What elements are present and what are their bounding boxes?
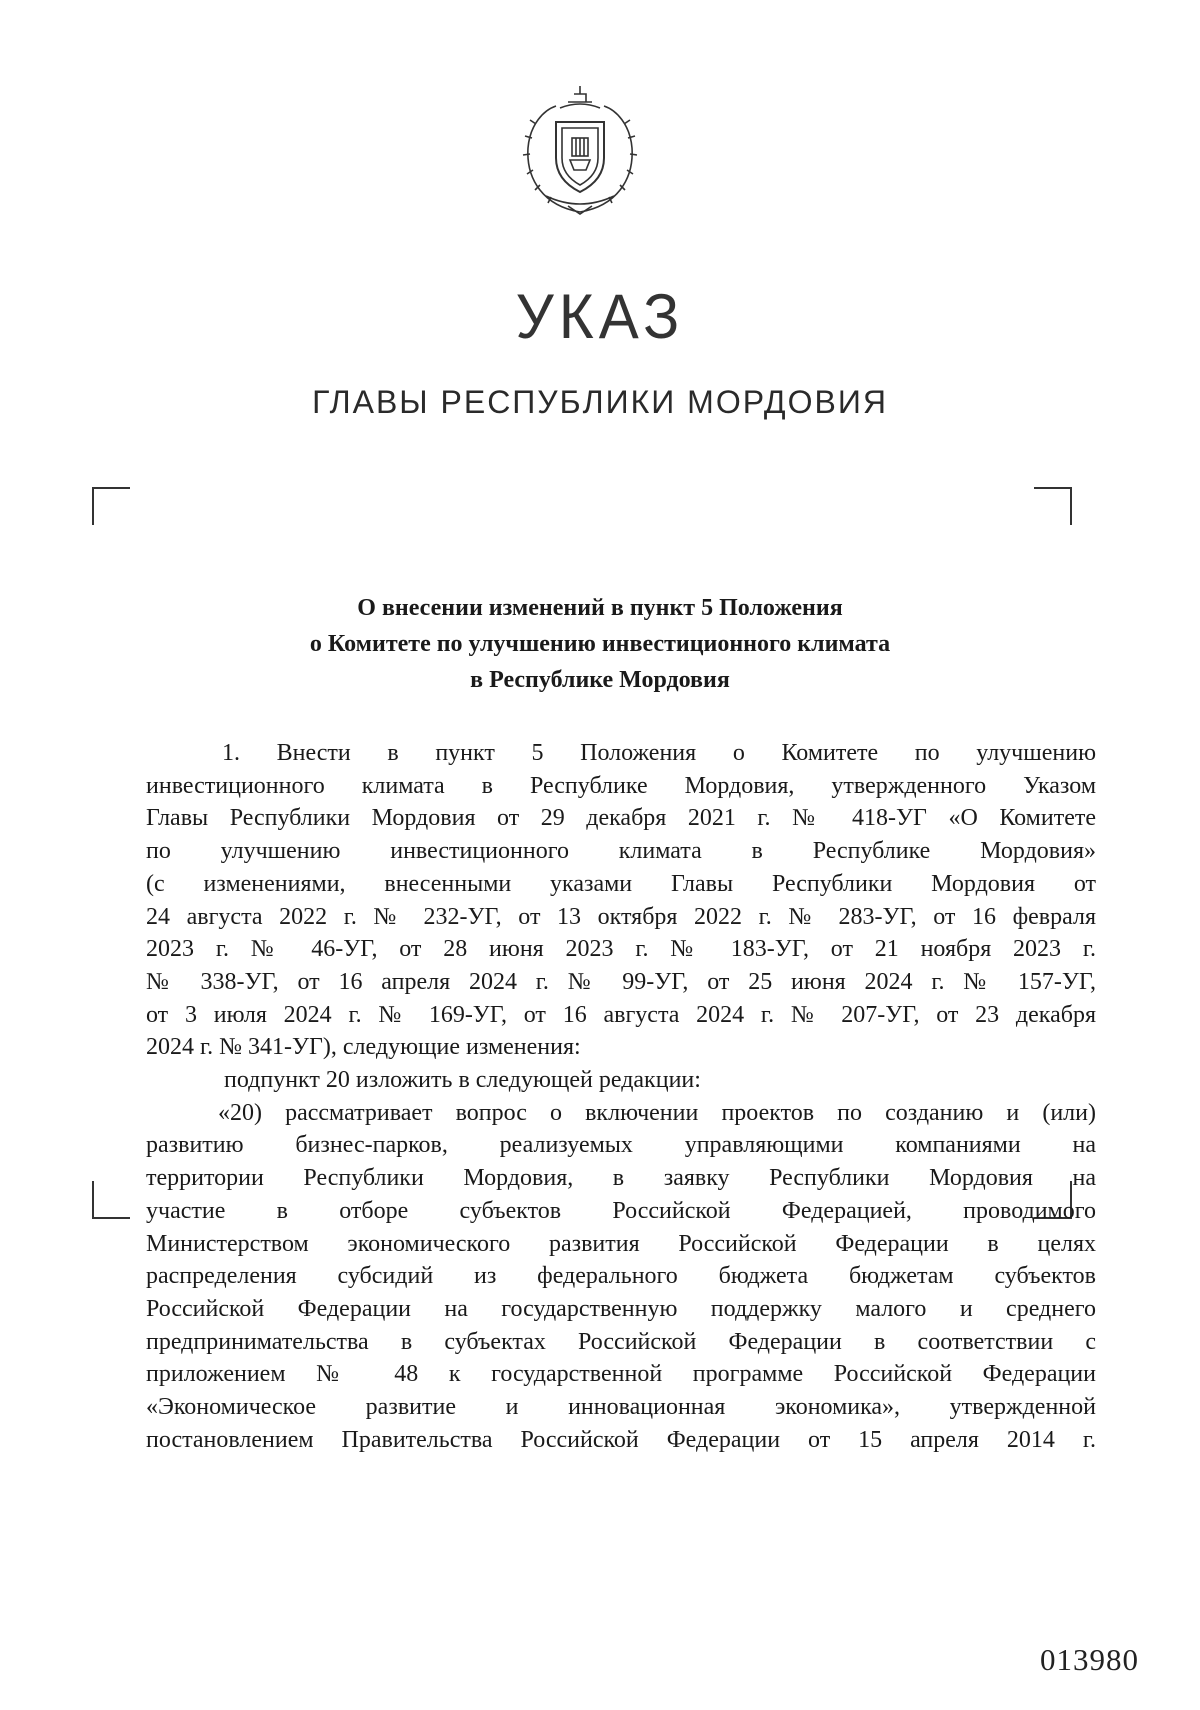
body-line: № 338-УГ, от 16 апреля 2024 г. № 99-УГ, от 25 июня 2024 г. № 157-УГ, (146, 968, 1096, 995)
body-line: 24 августа 2022 г. № 232-УГ, от 13 октября 2022 г. № 283-УГ, от 16 февраля (146, 903, 1096, 930)
body-line: (с изменениями, внесенными указами Главы Республики Мордовия от (146, 870, 1096, 897)
body-line: распределения субсидий из федерального бюджета бюджетам субъектов (146, 1263, 1096, 1290)
body-line: 1. Внести в пункт 5 Положения о Комитете по улучшению (222, 740, 1096, 766)
body-line: «Экономическое развитие и инновационная экономика», утвержденной (146, 1394, 1096, 1421)
body-line: 2023 г. № 46-УГ, от 28 июня 2023 г. № 183-УГ, от 21 ноября 2023 г. (146, 936, 1096, 963)
body-line: постановлением Правительства Российской Федерации от 15 апреля 2014 г. (146, 1426, 1096, 1453)
title-line: в Республике Мордовия (470, 667, 730, 693)
body-line: участие в отборе субъектов Российской Федерацией, проводимого (146, 1197, 1096, 1224)
body-line: Министерством экономического развития Российской Федерации в целях (146, 1230, 1096, 1257)
corner-mark-top-left (92, 487, 130, 525)
body-line: приложением № 48 к государственной программе Российской Федерации (146, 1361, 1096, 1388)
coat-of-arms-icon (516, 84, 644, 220)
title-line: О внесении изменений в пункт 5 Положения (357, 595, 843, 621)
document-type-heading: УКАЗ (515, 281, 685, 352)
corner-mark-bottom-left (92, 1181, 130, 1219)
title-line: о Комитете по улучшению инвестиционного климата (309, 631, 891, 657)
corner-mark-top-right (1034, 487, 1072, 525)
body-line: инвестиционного климата в Республике Мордовия, утвержденного Указом (146, 772, 1096, 799)
body-line: «20) рассматривает вопрос о включении проектов по созданию и (или) (218, 1099, 1096, 1126)
document-serial-number: 013980 (1040, 1642, 1139, 1677)
body-line: от 3 июля 2024 г. № 169-УГ, от 16 августа 2024 г. № 207-УГ, от 23 декабря (146, 1001, 1096, 1028)
issuer-heading: ГЛАВЫ РЕСПУБЛИКИ МОРДОВИЯ (312, 384, 888, 420)
body-line: по улучшению инвестиционного климата в Республике Мордовия» (146, 838, 1096, 865)
document-title (150, 590, 1050, 698)
body-line: 2024 г. № 341-УГ), следующие изменения: (146, 1034, 581, 1061)
body-line: Главы Республики Мордовия от 29 декабря 2021 г. № 418-УГ «О Комитете (146, 805, 1096, 832)
body-line: подпункт 20 изложить в следующей редакции: (224, 1067, 701, 1094)
body-line: Российской Федерации на государственную поддержку малого и среднего (146, 1295, 1096, 1322)
document-body (146, 737, 1096, 1456)
body-line: территории Республики Мордовия, в заявку Республики Мордовия на (146, 1165, 1096, 1192)
body-line: предпринимательства в субъектах Российской Федерации в соответствии с (146, 1328, 1096, 1355)
body-line: развитию бизнес-парков, реализуемых управляющими компаниями на (146, 1132, 1096, 1159)
